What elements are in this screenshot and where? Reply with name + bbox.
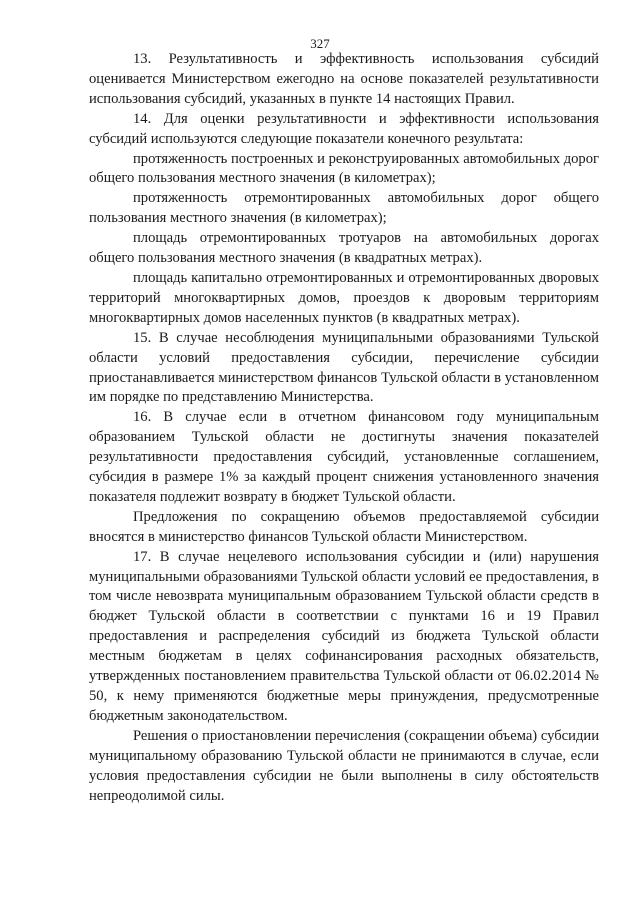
document-body — [89, 50, 599, 806]
indicator-repaired-roads: протяженность отремонтированных автомобильных дорог общего пользования местного значения (в километрах); — [89, 190, 599, 227]
indicator-repaired-sidewalks: площадь отремонтированных тротуаров на автомобильных дорогах общего пользования местного значения (в квадратных метрах). — [89, 230, 599, 267]
paragraph-16-proposals: Предложения по сокращению объемов предоставляемой субсидии вносятся в министерство финансов Тульской области Министерством. — [89, 508, 599, 545]
indicator-courtyards: площадь капитально отремонтированных и отремонтированных дворовых территорий многоквартирных домов, проездов к дворовым территориям многоквартирных домов населенных пунктов (в квадратных метрах). — [89, 269, 599, 326]
paragraph-17-decisions: Решения о приостановлении перечисления (сокращении объема) субсидии муниципальному образованию Тульской области не принимаются в случае, если условия предоставления субсидии не были выполнены в силу обстоятельств непреодолимой силы. — [89, 727, 599, 804]
page-number: 327 — [310, 36, 330, 51]
paragraph-15: 15. В случае несоблюдения муниципальными образованиями Тульской области условий предоставления субсидии, перечисление субсидии приостанавливается министерством финансов Тульской области в установленном им порядке по представлению Министерства. — [89, 329, 599, 406]
paragraph-16: 16. В случае если в отчетном финансовом году муниципальным образованием Тульской области не достигнуты значения показателей результативности предоставления субсидий, установленные соглашением, субсидия в размере 1% за каждый процент снижения установленного значения показателя подлежит возврату в бюджет Тульской области. — [89, 409, 599, 505]
indicator-constructed-roads: протяженность построенных и реконструированных автомобильных дорог общего пользования местного значения (в километрах); — [89, 150, 599, 187]
paragraph-17: 17. В случае нецелевого использования субсидии и (или) нарушения муниципальными образованиями Тульской области условий ее предоставления, в том числе невозврата муниципальным образованием Тульской области средств в бюджет Тульской области в соответствии с пунктами 16 и 19 Правил предоставления и распределения субсидий из бюджета Тульской области местным бюджетам в целях софинансирования расходных обязательств, утвержденных постановлением правительства Тульской области от 06.02.2014 № 50, к нему применяются бюджетные меры принуждения, предусмотренные бюджетным законодательством. — [89, 548, 599, 724]
paragraph-14: 14. Для оценки результативности и эффективности использования субсидий используются следующие показатели конечного результата: — [89, 110, 599, 147]
paragraph-13: 13. Результативность и эффективность использования субсидий оценивается Министерством ежегодно на основе показателей результативности использования субсидий, указанных в пункте 14 настоящих Правил. — [89, 51, 599, 107]
